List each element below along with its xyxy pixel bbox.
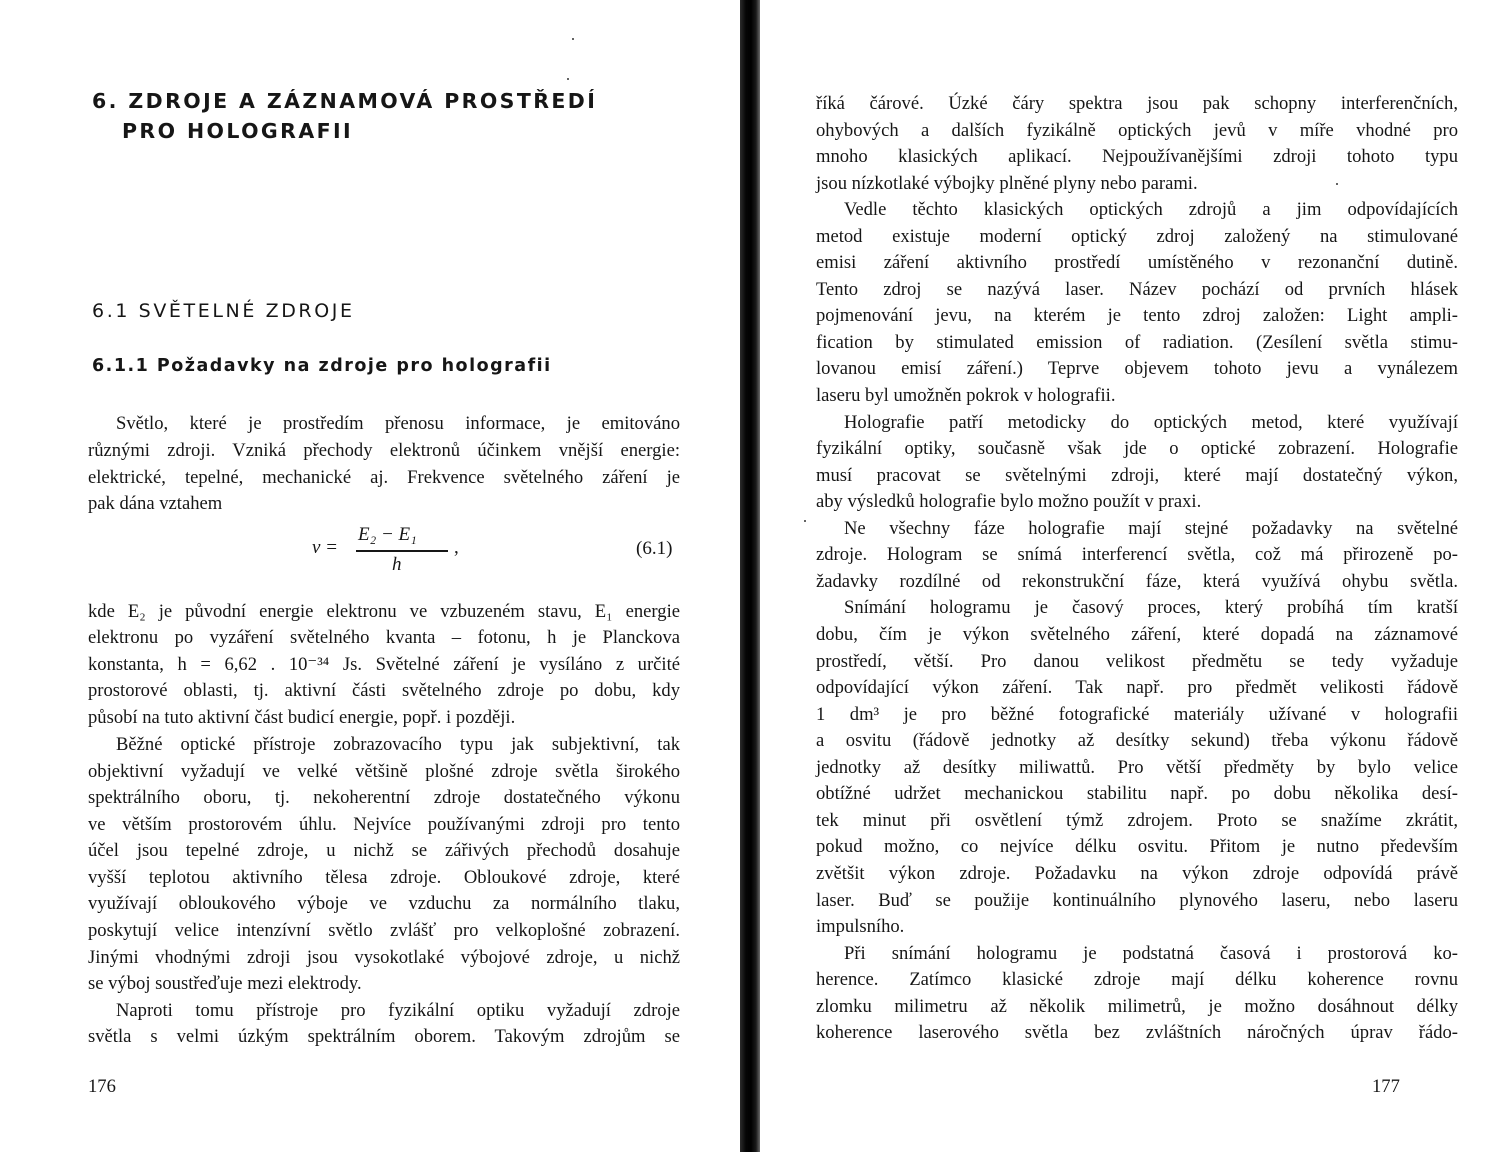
text-line: Holografie patří metodicky do optických metod, které využívají: [844, 412, 1458, 433]
text-line: a osvitu (řádově jednotky až desítky sekund) třeba výkonu řádově: [816, 730, 1458, 751]
text-line: elektrické, tepelné, mechanické aj. Frekvence světelného záření je: [88, 467, 680, 488]
fraction-bar: [356, 550, 448, 552]
text-line: jsou nízkotlaké výbojky plněné plyny nebo parami.: [816, 173, 1198, 194]
text-line: musí pracovat se světelnými zdroji, které mají dostatečný výkon,: [816, 465, 1458, 486]
text-line: zlomku milimetru až několik milimetrů, je možno dosáhnout délky: [816, 996, 1458, 1017]
text-line: Tento zdroj se nazývá laser. Název pochází od prvních hlásek: [816, 279, 1458, 300]
equation-numerator: E₂ − E₁: [358, 524, 417, 545]
text-line: zvětšit výkon zdroje. Požadavku na výkon zdroje odpovídá právě: [816, 863, 1458, 884]
text-line: laser. Buď se použije kontinuálního plynového laseru, nebo laseru: [816, 890, 1458, 911]
section-title: 6.1 SVĚTELNÉ ZDROJE: [92, 300, 355, 322]
chapter-title-line-1: 6. ZDROJE A ZÁZNAMOVÁ PROSTŘEDÍ: [92, 89, 598, 113]
chapter-title-line-2: PRO HOLOGRAFII: [122, 119, 354, 143]
text-line: impulsního.: [816, 916, 905, 937]
text-line: různými zdroji. Vzniká přechody elektronů účinkem vnější energie:: [88, 440, 680, 461]
text-line: poskytují velice intenzívní světlo zvlášť pro velkoplošné zobrazení.: [88, 920, 680, 941]
text-line: laseru byl umožněn pokrok v holografii.: [816, 385, 1116, 406]
equation-number: (6.1): [636, 538, 673, 559]
page-number: 176: [88, 1076, 116, 1097]
text-line: Snímání hologramu je časový proces, který probíhá tím kratší: [844, 597, 1458, 618]
right-page: [762, 0, 1506, 1152]
equation-denominator: h: [392, 554, 402, 575]
text-line: pokud možno, co nejvíce délku osvitu. Přitom je nutno především: [816, 836, 1458, 857]
text-line: říká čárové. Úzké čáry spektra jsou pak schopny interferenčních,: [816, 93, 1458, 114]
text-line: emisi záření aktivního prostředí umístěného v rezonanční dutině.: [816, 252, 1458, 273]
text-line: 1 dm³ je pro běžné fotografické materiály užívané v holografii: [816, 704, 1458, 725]
text-line: prostředí, větší. Pro danou velikost předmětu se tedy vyžaduje: [816, 651, 1458, 672]
text-line: obtížné udržet mechanickou stabilitu např. po dobu několika desí-: [816, 783, 1458, 804]
text-line: koherence laserového světla bez zvláštních náročných úprav řádo-: [816, 1022, 1458, 1043]
text-line: pak dána vztahem: [88, 493, 223, 514]
text-line: pojmenování jevu, na kterém je tento zdroj založen: Light ampli-: [816, 305, 1458, 326]
text-line: objektivní vyžadují ve velké většině plošné zdroje světla širokého: [88, 761, 680, 782]
text-line: Vedle těchto klasických optických zdrojů a jim odpovídajících: [844, 199, 1458, 220]
text-line: Světlo, které je prostředím přenosu informace, je emitováno: [116, 413, 680, 434]
text-line: tek minut při osvětlení týmž zdrojem. Proto se snažíme zkrátit,: [816, 810, 1458, 831]
equation-lhs: ν =: [312, 537, 339, 558]
text-line: herence. Zatímco klasické zdroje mají délku koherence rovnu: [816, 969, 1458, 990]
text-line: zdroje. Hologram se snímá interferencí světla, což má přirozeně po-: [816, 544, 1458, 565]
scan-speck: [804, 520, 806, 522]
text-line: světla s velmi úzkým spektrálním oborem. Takovým zdrojům se: [88, 1026, 680, 1047]
text-line: využívají obloukového výboje ve vzduchu za normálního tlaku,: [88, 893, 680, 914]
text-line: konstanta, h = 6,62 . 10⁻³⁴ Js. Světelné záření je vysíláno z určité: [88, 654, 680, 675]
text-line: kde E₂ je původní energie elektronu ve vzbuzeném stavu, E₁ energie: [88, 601, 680, 622]
text-line: elektronu po vyzáření světelného kvanta – fotonu, h je Planckova: [88, 627, 680, 648]
text-line: Jinými vhodnými zdroji jsou vysokotlaké výbojové zdroje, u nichž: [88, 947, 680, 968]
equation-6-1: [312, 524, 692, 580]
page-number: 177: [1372, 1076, 1400, 1097]
text-line: odpovídající výkon záření. Tak např. pro předmět velikosti řádově: [816, 677, 1458, 698]
text-line: se výboj soustřeďuje mezi elektrody.: [88, 973, 362, 994]
text-line: působí na tuto aktivní část budicí energie, popř. i později.: [88, 707, 516, 728]
equation-comma: ,: [454, 537, 459, 558]
text-line: spektrálního oboru, tj. nekoherentní zdroje dostatečného výkonu: [88, 787, 680, 808]
text-line: žadavky rozdílné od rekonstrukční fáze, která využívá ohybu světla.: [816, 571, 1458, 592]
text-line: prostorové oblasti, tj. aktivní části světelného zdroje po dobu, kdy: [88, 680, 680, 701]
text-line: jednotky až desítky miliwattů. Pro větší předměty by bylo velice: [816, 757, 1458, 778]
scan-speck: [572, 38, 574, 40]
subsection-title: 6.1.1 Požadavky na zdroje pro holografii: [92, 356, 552, 376]
scan-speck: [1336, 183, 1338, 185]
text-line: lovanou emisí záření.) Teprve objevem tohoto jevu a vynálezem: [816, 358, 1458, 379]
text-line: vyšší teplotou aktivního tělesa zdroje. Obloukové zdroje, které: [88, 867, 680, 888]
text-line: fication by stimulated emission of radiation. (Zesílení světla stimu-: [816, 332, 1458, 353]
text-line: Ne všechny fáze holografie mají stejné požadavky na světelné: [844, 518, 1458, 539]
text-line: mnoho klasických aplikací. Nejpoužívanějšími zdroji tohoto typu: [816, 146, 1458, 167]
text-line: Běžné optické přístroje zobrazovacího typu jak subjektivní, tak: [116, 734, 680, 755]
text-line: ohybových a dalších fyzikálně optických jevů v míře vhodné pro: [816, 120, 1458, 141]
left-page: [0, 0, 742, 1152]
scan-speck: [567, 78, 569, 80]
text-line: fyzikální optiky, současně však jde o optické zobrazení. Holografie: [816, 438, 1458, 459]
book-gutter: [740, 0, 760, 1152]
text-line: ve větším prostorovém úhlu. Nejvíce používanými zdroji pro tento: [88, 814, 680, 835]
text-line: Naproti tomu přístroje pro fyzikální optiku vyžadují zdroje: [116, 1000, 680, 1021]
text-line: účel jsou tepelné zdroje, u nichž se zářivých přechodů dosahuje: [88, 840, 680, 861]
text-line: dobu, čím je výkon světelného záření, které dopadá na záznamové: [816, 624, 1458, 645]
text-line: aby výsledků holografie bylo možno použít v praxi.: [816, 491, 1202, 512]
chapter-title: [92, 86, 597, 146]
text-line: metod existuje moderní optický zdroj založený na stimulované: [816, 226, 1458, 247]
text-line: Při snímání hologramu je podstatná časová i prostorová ko-: [844, 943, 1458, 964]
